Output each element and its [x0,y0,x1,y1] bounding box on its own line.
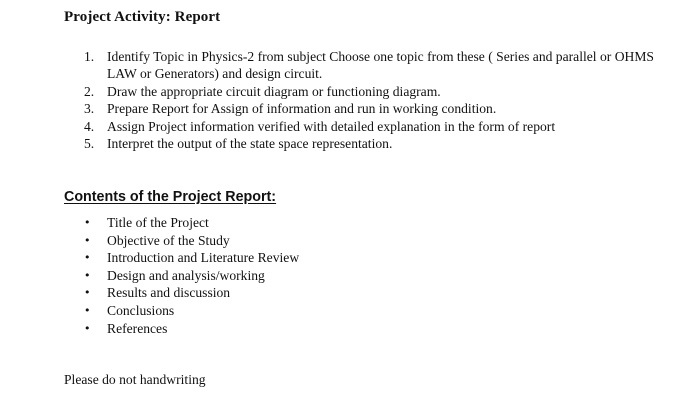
contents-item [84,249,299,267]
instruction-number: 4. [84,118,95,134]
instruction-number: 2. [84,83,95,99]
bullet-icon: • [84,233,91,247]
contents-list [84,214,299,337]
instruction-item [84,135,664,152]
contents-item [84,267,299,285]
instruction-number: 5. [84,136,95,152]
instruction-item [84,83,664,100]
contents-item-text: Conclusions [107,302,175,318]
instructions-list [84,48,664,152]
contents-item [84,232,299,250]
instruction-text: Assign Project information verified with detailed explanation in the form of report [107,118,556,134]
bullet-icon: • [84,321,91,335]
bullet-icon: • [84,303,91,317]
instruction-text: Draw the appropriate circuit diagram or functioning diagram. [107,83,441,99]
contents-item-text: Introduction and Literature Review [107,250,300,266]
contents-heading: Contents of the Project Report: [64,189,277,205]
document-title: Project Activity: Report [64,9,221,25]
instruction-text: Identify Topic in Physics-2 from subject Choose one topic from these ( Series and parallel or OHMS LAW or Generators) and design circuit. [107,49,654,82]
contents-item-text: References [107,320,168,336]
contents-item [84,214,299,232]
bullet-icon: • [84,251,91,265]
contents-item-text: Results and discussion [107,285,231,301]
instruction-item [84,118,664,135]
contents-item [84,320,299,338]
instruction-text: Prepare Report for Assign of information and run in working condition. [107,101,497,117]
contents-item [84,302,299,320]
instruction-item [84,100,664,117]
bullet-icon: • [84,268,91,282]
instruction-number: 3. [84,101,95,117]
contents-item-text: Design and analysis/working [107,267,265,283]
contents-item [84,284,299,302]
instruction-number: 1. [84,49,95,64]
contents-item-text: Objective of the Study [107,232,230,248]
instruction-item [84,48,664,83]
contents-item-text: Title of the Project [107,215,209,230]
footer-note: Please do not handwriting [64,372,206,387]
bullet-icon: • [84,286,91,300]
bullet-icon: • [84,216,91,229]
instruction-text: Interpret the output of the state space representation. [107,136,393,152]
